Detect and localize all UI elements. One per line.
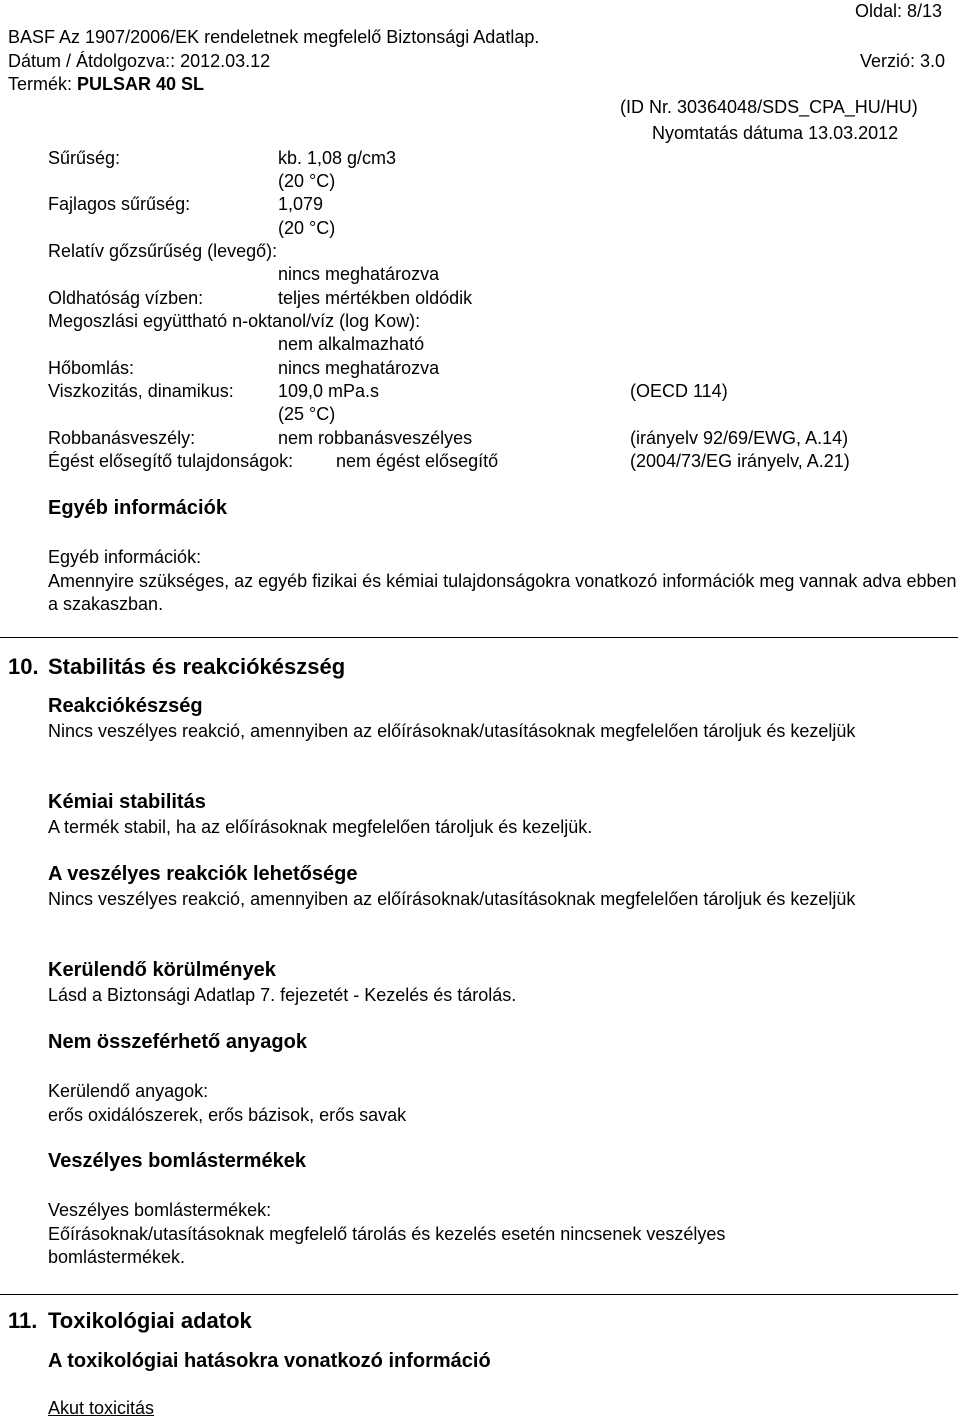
viscosity-value: 109,0 mPa.s [278, 381, 380, 401]
solubility-value: teljes mértékben oldódik [278, 288, 473, 308]
document-id: (ID Nr. 30364048/SDS_CPA_HU/HU) [620, 97, 918, 117]
incompatible-label: Kerülendő anyagok: [48, 1081, 209, 1101]
page-number: Oldal: 8/13 [855, 1, 943, 21]
viscosity-temp: (25 °C) [278, 404, 336, 424]
density-label: Sűrűség: [48, 148, 121, 168]
density-temp: (20 °C) [278, 171, 336, 191]
stability-heading: Kémiai stabilitás [48, 791, 206, 813]
oxidizing-value: nem égést elősegítő [336, 451, 499, 471]
section-divider [0, 1294, 958, 1295]
specific-density-temp: (20 °C) [278, 218, 336, 238]
reactivity-heading: Reakciókészség [48, 695, 203, 717]
toxicology-subheading: A toxikológiai hatásokra vonatkozó információ [48, 1350, 491, 1372]
conditions-heading: Kerülendő körülmények [48, 959, 276, 981]
conditions-text: Lásd a Biztonsági Adatlap 7. fejezetét - Kezelés és tárolás. [48, 985, 517, 1005]
section-11-number: 11. [8, 1308, 38, 1333]
explosion-ref: (irányelv 92/69/EWG, A.14) [630, 428, 849, 448]
section-10-number: 10. [8, 654, 39, 679]
stability-text: A termék stabil, ha az előírásoknak megfelelően tároljuk és kezeljük. [48, 817, 593, 837]
section-11-title: Toxikológiai adatok [48, 1308, 252, 1333]
oxidizing-ref: (2004/73/EG irányelv, A.21) [630, 451, 850, 471]
document-title: BASF Az 1907/2006/EK rendeletnek megfelelő Biztonsági Adatlap. [8, 27, 540, 47]
decomposition-value: nincs meghatározva [278, 358, 440, 378]
solubility-label: Oldhatóság vízben: [48, 288, 204, 308]
explosion-value: nem robbanásveszélyes [278, 428, 473, 448]
decomposition-heading: Veszélyes bomlástermékek [48, 1150, 306, 1172]
explosion-label: Robbanásveszély: [48, 428, 196, 448]
density-value: kb. 1,08 g/cm3 [278, 148, 397, 168]
incompatible-text: erős oxidálószerek, erős bázisok, erős savak [48, 1105, 407, 1125]
hazardous-reactions-heading: A veszélyes reakciók lehetősége [48, 863, 358, 885]
vapor-density-value: nincs meghatározva [278, 264, 440, 284]
viscosity-label: Viszkozitás, dinamikus: [48, 381, 234, 401]
other-info-label: Egyéb információk: [48, 547, 202, 567]
specific-density-value: 1,079 [278, 194, 324, 214]
acute-toxicity-link[interactable]: Akut toxicitás [48, 1398, 155, 1418]
other-info-text: Amennyire szükséges, az egyéb fizikai és kémiai tulajdonságokra vonatkozó információk meg vannak adva ebben a szakaszban. [48, 571, 957, 614]
version: Verzió: 3.0 [860, 51, 946, 71]
section-10-title: Stabilitás és reakciókészség [48, 654, 346, 679]
decomposition-products-text: Eőírásoknak/utasításoknak megfelelő tárolás és kezelés esetén nincsenek veszélyes bomlástermékek. [48, 1224, 726, 1267]
partition-value: nem alkalmazható [278, 334, 425, 354]
product-name: PULSAR 40 SL [77, 74, 205, 94]
hazardous-reactions-text: Nincs veszélyes reakció, amennyiben az előírásoknak/utasításoknak megfelelően tároljuk és kezeljük [48, 889, 856, 909]
product-line [8, 73, 204, 95]
specific-density-label: Fajlagos sűrűség: [48, 194, 191, 214]
decomposition-products-label: Veszélyes bomlástermékek: [48, 1200, 272, 1220]
decomposition-label: Hőbomlás: [48, 358, 135, 378]
viscosity-method: (OECD 114) [630, 381, 728, 401]
print-date: Nyomtatás dátuma 13.03.2012 [652, 123, 899, 143]
oxidizing-label: Égést elősegítő tulajdonságok: [48, 451, 294, 471]
product-label: Termék: [8, 74, 78, 94]
reactivity-text: Nincs veszélyes reakció, amennyiben az előírásoknak/utasításoknak megfelelően tároljuk és kezeljük [48, 721, 856, 741]
section-divider [0, 637, 958, 638]
other-info-heading: Egyéb információk [48, 497, 227, 519]
vapor-density-label: Relatív gőzsűrűség (levegő): [48, 241, 278, 261]
revision-date: Dátum / Átdolgozva:: 2012.03.12 [8, 51, 271, 71]
incompatible-heading: Nem összeférhető anyagok [48, 1031, 307, 1053]
partition-label: Megoszlási együttható n-oktanol/víz (log Kow): [48, 311, 421, 331]
